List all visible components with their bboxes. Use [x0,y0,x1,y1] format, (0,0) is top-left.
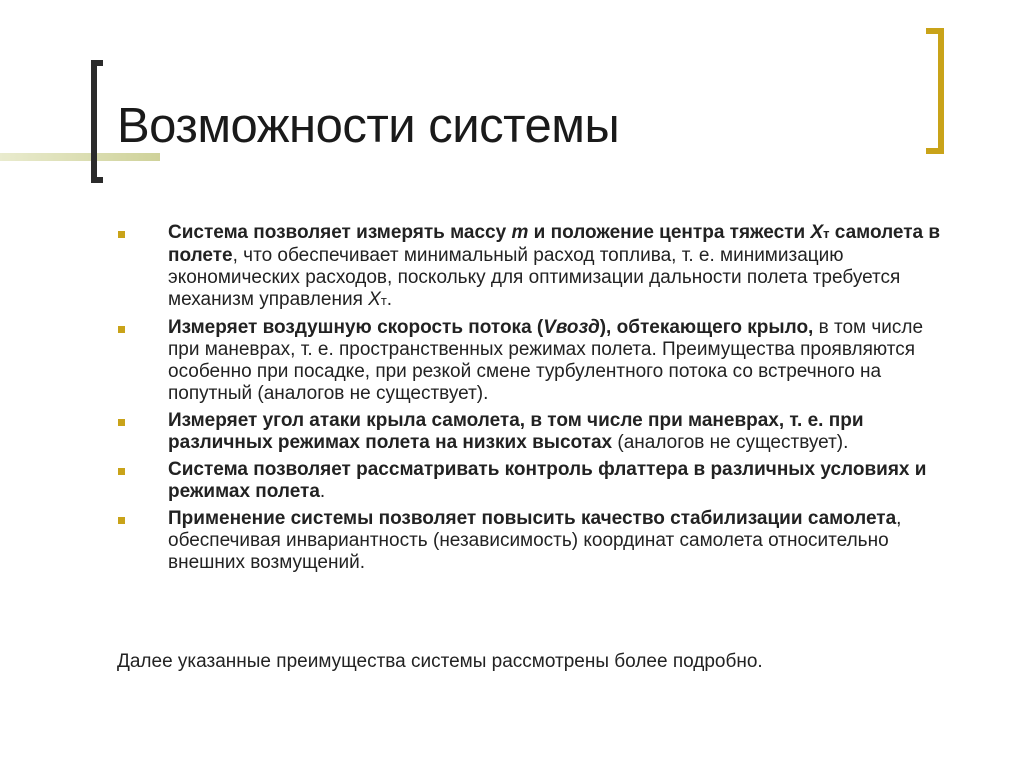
bullet-text: в том числе при маневрах, т. е. пространственных режимах полета. Преимущества проявляются особенно при посадке, при резкой смене турбулентного потока со встречного на попутный (аналогов не существует). [168,317,924,404]
bullet-item-angle-of-attack [118,410,958,454]
bullet-item-flutter [118,459,958,503]
bullet-text: . [386,289,393,310]
left-bracket-decoration [91,60,103,183]
slide-title: Возможности системы [117,99,620,153]
footer-note: Далее указанные преимущества системы рассмотрены более подробно. [117,651,763,672]
bullet-text: (аналогов не существует). [612,432,849,453]
center-symbol-subscript: т [380,293,387,308]
square-bullet-icon [118,231,125,238]
bullet-text-bold: Измеряет угол атаки крыла самолета, в том числе при маневрах, т. е. при различных режимах полета на низких высотах [168,410,864,453]
center-symbol: X [368,289,381,310]
bullet-item-mass-center [118,222,958,312]
bullet-text-bold: ), обтекающего крыло, [599,317,814,338]
airspeed-symbol: Vвозд [543,317,600,338]
bullet-text: . [319,481,326,502]
bullet-text-bold: Система позволяет измерять массу [168,222,512,243]
right-bracket-decoration [926,28,944,154]
square-bullet-icon [118,419,125,426]
square-bullet-icon [118,468,125,475]
bullet-text-bold: самолета в полете [168,222,941,266]
mass-symbol: m [511,222,529,243]
bullet-text: , обеспечивая инвариантность (независимость) координат самолета относительно внешних возмущений. [168,508,902,573]
bullet-text-bold: Применение системы позволяет повысить качество стабилизации самолета [168,508,897,529]
center-symbol-subscript: т [823,226,830,241]
square-bullet-icon [118,326,125,333]
bullet-text-bold: Измеряет воздушную скорость потока ( [168,317,544,338]
bullet-text-bold: и положение центра тяжести [528,222,811,243]
bullet-item-airspeed [118,317,958,405]
bullet-item-stabilization [118,508,958,574]
bullet-text-bold: Система позволяет рассматривать контроль флаттера в различных условиях и режимах полета [168,459,927,502]
center-symbol: X [810,222,824,243]
title-accent-band [0,153,160,161]
bullet-text: , что обеспечивает минимальный расход топлива, т. е. минимизацию экономических расходов, поскольку для оптимизации дальности полета требуется механизм управления [168,245,901,310]
bullet-list [118,222,958,579]
square-bullet-icon [118,517,125,524]
